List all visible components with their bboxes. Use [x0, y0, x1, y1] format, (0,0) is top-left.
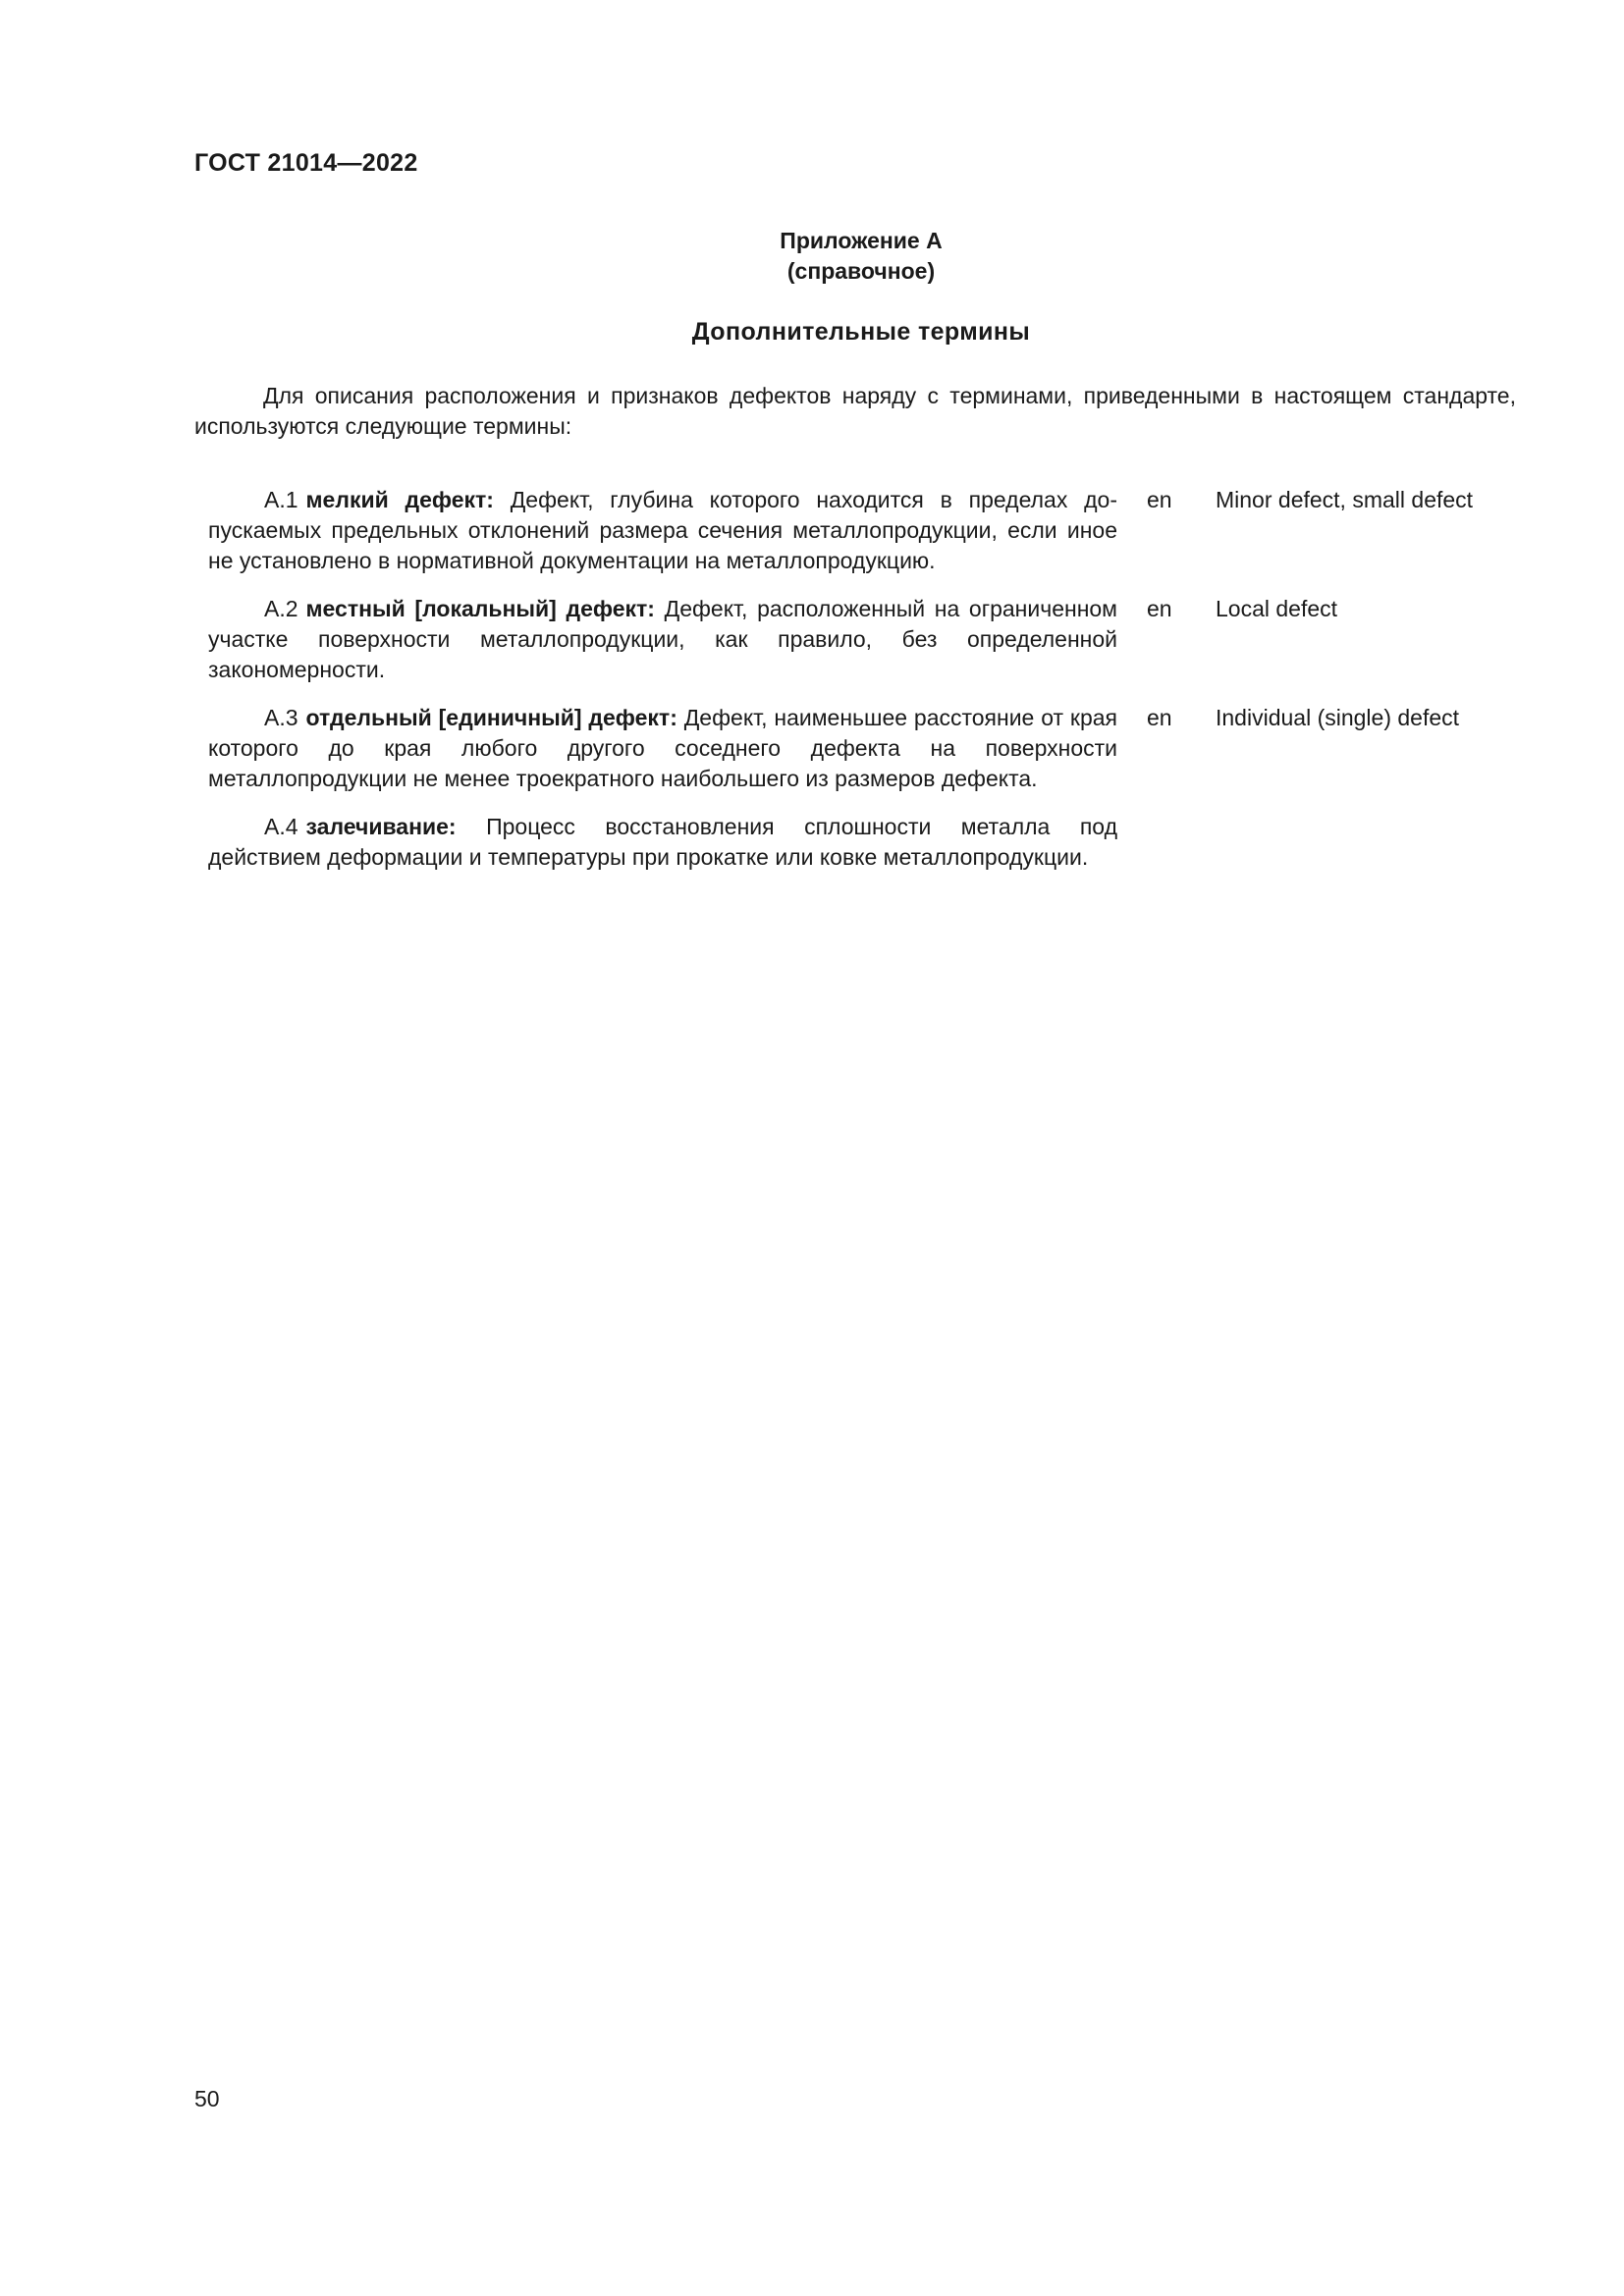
section-title: Дополнительные термины	[691, 318, 1031, 346]
term-definition: Дефект, расположенный на ограниченном участке поверхности металлопродукции, как правило, без определенной закономерности.	[208, 596, 1117, 682]
document-code-header: ГОСТ 21014—2022	[194, 149, 418, 177]
term-name: отдельный [единичный] дефект:	[305, 705, 677, 730]
term-language-code: en	[1147, 596, 1172, 621]
term-number: А.1	[264, 487, 298, 512]
term-english-equivalent: Local defect	[1216, 596, 1338, 621]
term-number: А.2	[264, 596, 298, 621]
term-language-code: en	[1147, 487, 1172, 512]
term-english-equivalent: Individual (single) defect	[1216, 705, 1460, 730]
term-english-equivalent: Minor defect, small defect	[1216, 487, 1474, 512]
term-name: мелкий дефект:	[305, 487, 494, 512]
appendix-subtitle: (справочное)	[786, 258, 936, 284]
term-language-code: en	[1147, 705, 1172, 730]
term-number: А.4	[264, 814, 298, 839]
term-entry-a2	[208, 594, 1117, 685]
intro-paragraph: Для описания расположения и признаков дефектов наряду с терминами, приведенными в настоящем стандарте, используются следующие термины:	[194, 383, 1516, 439]
page-number: 50	[194, 2086, 220, 2111]
term-name: залечивание:	[305, 814, 457, 839]
term-entry-a4	[208, 812, 1117, 873]
term-entry-a1	[208, 485, 1117, 576]
term-number: А.3	[264, 705, 298, 730]
appendix-title: Приложение А	[780, 228, 943, 253]
term-name: местный [локальный] дефект:	[305, 596, 655, 621]
term-definition: Дефект, глубина которого находится в пределах допускаемых предельных отклонений размера сечения металлопродукции, если иное не установлено в нормативной документации на металлопродукцию.	[208, 487, 1117, 573]
term-entry-a3	[208, 703, 1117, 794]
term-definition: Процесс восстановления сплошности металла под действием деформации и температуры при прокатке или ковке металлопродукции.	[208, 814, 1117, 870]
term-definition: Дефект, наименьшее расстояние от края которого до края любого другого соседнего дефекта на поверхности металлопродукции не менее троекратного наибольшего из размеров дефекта.	[208, 705, 1117, 791]
